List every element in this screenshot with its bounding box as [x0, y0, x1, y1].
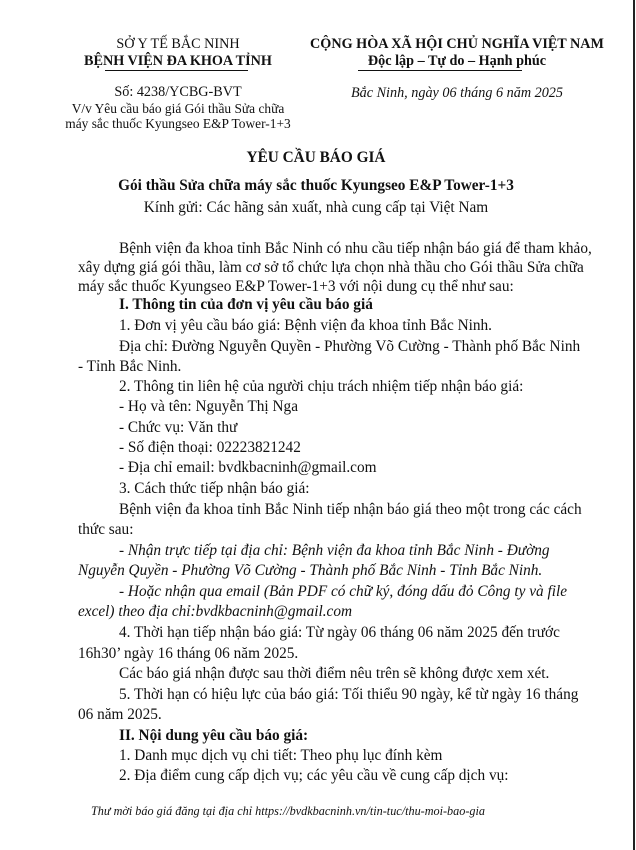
document-number: Số: 4238/YCBG-BVT	[114, 84, 242, 100]
direct-method-line-1: - Nhận trực tiếp tại địa chỉ: Bệnh viện đa khoa tỉnh Bắc Ninh - Đường	[119, 542, 550, 559]
recipient-line: Kính gửi: Các hãng sản xuất, nhà cung cấp tại Việt Nam	[143, 199, 489, 216]
deadline-note: Các báo giá nhận được sau thời điểm nêu trên sẽ không được xem xét.	[119, 665, 550, 682]
receipt-method-heading: 3. Cách thức tiếp nhận báo giá:	[119, 480, 310, 497]
section-2-heading: II. Nội dung yêu cầu báo giá:	[119, 727, 309, 744]
footer-note: Thư mời báo giá đăng tại địa chỉ https://bvdkbacninh.vn/tin-tuc/thu-moi-bao-gia	[91, 804, 485, 818]
motto-underline	[358, 70, 522, 71]
address-line-1: Địa chỉ: Đường Nguyễn Quyền - Phường Võ Cường - Thành phố Bắc Ninh	[119, 338, 581, 355]
place-date: Bắc Ninh, ngày 06 tháng 6 năm 2025	[350, 85, 563, 101]
email-method-line-1: - Hoặc nhận qua email (Bản PDF có chữ ký, đóng dấu đỏ Công ty và file	[119, 583, 568, 600]
nation-title: CỘNG HÒA XÃ HỘI CHỦ NGHĨA VIỆT NAM	[310, 36, 604, 52]
contact-name: - Họ và tên: Nguyễn Thị Nga	[119, 398, 298, 415]
section-1-heading: I. Thông tin của đơn vị yêu cầu báo giá	[119, 296, 373, 313]
subject-line-2: máy sắc thuốc Kyungseo E&P Tower-1+3	[65, 116, 291, 131]
intro-line-1: Bệnh viện đa khoa tỉnh Bắc Ninh có nhu cầu tiếp nhận báo giá để tham khảo,	[119, 240, 592, 257]
hospital-underline	[105, 70, 248, 71]
receipt-method-line-1: Bệnh viện đa khoa tỉnh Bắc Ninh tiếp nhận báo giá theo một trong các cách	[119, 501, 582, 518]
intro-line-3: máy sắc thuốc Kyungseo E&P Tower-1+3 với nội dung cụ thể như sau:	[78, 278, 514, 295]
deadline-line-2: 16h30’ ngày 16 tháng 06 năm 2025.	[78, 645, 299, 662]
direct-method-line-2: Nguyễn Quyền - Phường Võ Cường - Thành phố Bắc Ninh - Tỉnh Bắc Ninh.	[78, 562, 543, 579]
intro-line-2: xây dựng giá gói thầu, làm cơ sở tổ chức lựa chọn nhà thầu cho Gói thầu Sửa chữa	[78, 259, 584, 276]
document-title: YÊU CẦU BÁO GIÁ	[246, 149, 386, 166]
service-list-line: 1. Danh mục dịch vụ chi tiết: Theo phụ lục đính kèm	[119, 747, 443, 764]
hospital-name: BỆNH VIỆN ĐA KHOA TỈNH	[84, 53, 272, 69]
receipt-method-line-2: thức sau:	[78, 521, 134, 538]
validity-line-2: 06 năm 2025.	[78, 706, 162, 723]
deadline-line-1: 4. Thời hạn tiếp nhận báo giá: Từ ngày 06 tháng 06 năm 2025 đến trước	[119, 624, 560, 641]
contact-email: - Địa chỉ email: bvdkbacninh@gmail.com	[119, 459, 377, 476]
validity-line-1: 5. Thời hạn có hiệu lực của báo giá: Tối thiểu 90 ngày, kể từ ngày 16 tháng	[119, 686, 579, 703]
motto: Độc lập – Tự do – Hạnh phúc	[367, 53, 547, 69]
email-method-line-2: excel) theo địa chỉ:bvdkbacninh@gmail.com	[78, 603, 353, 620]
contact-phone: - Số điện thoại: 02223821242	[119, 439, 301, 456]
requesting-unit: 1. Đơn vị yêu cầu báo giá: Bệnh viện đa khoa tỉnh Bắc Ninh.	[119, 317, 493, 334]
ministry-name: SỞ Y TẾ BẮC NINH	[116, 36, 240, 52]
service-location-line: 2. Địa điểm cung cấp dịch vụ; các yêu cầu về cung cấp dịch vụ:	[119, 767, 509, 784]
address-line-2: - Tỉnh Bắc Ninh.	[78, 358, 182, 375]
subject-line-1: V/v Yêu cầu báo giá Gói thầu Sửa chữa	[71, 101, 285, 116]
page-right-border	[633, 0, 635, 850]
contact-info-heading: 2. Thông tin liên hệ của người chịu trách nhiệm tiếp nhận báo giá:	[119, 378, 524, 395]
package-title: Gói thầu Sửa chữa máy sắc thuốc Kyungseo E&P Tower-1+3	[118, 177, 514, 194]
contact-position: - Chức vụ: Văn thư	[119, 419, 238, 436]
